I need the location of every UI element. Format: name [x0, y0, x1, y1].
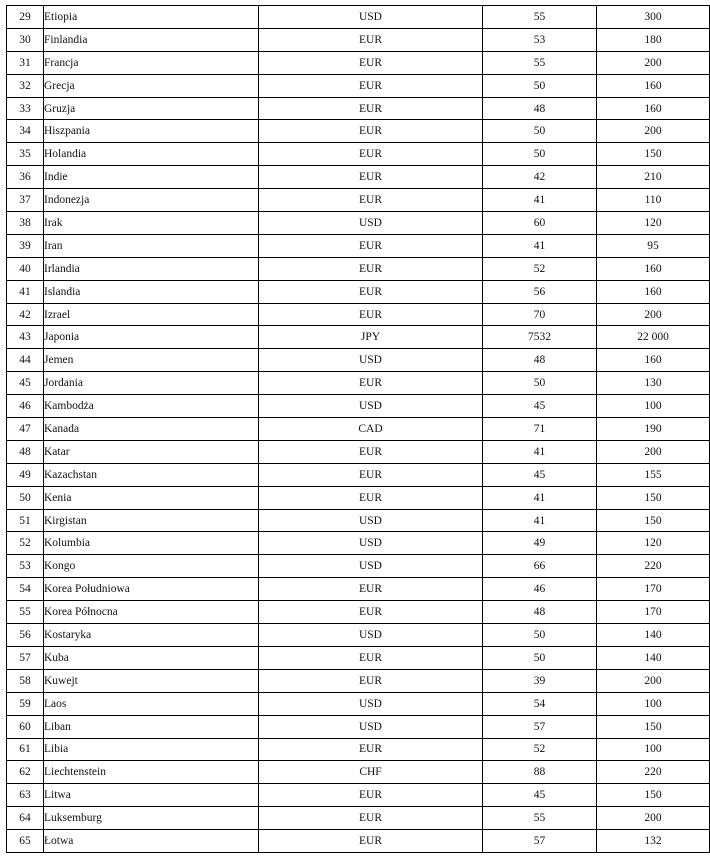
accommodation-limit-cell: 150 — [597, 143, 710, 166]
daily-allowance-cell: 41 — [483, 486, 597, 509]
table-row — [7, 326, 710, 349]
row-number-cell: 57 — [7, 646, 44, 669]
accommodation-limit-cell: 160 — [597, 280, 710, 303]
daily-allowance-cell: 50 — [483, 372, 597, 395]
row-number-cell: 44 — [7, 349, 44, 372]
table-row — [7, 463, 710, 486]
table-row — [7, 669, 710, 692]
row-number-cell: 35 — [7, 143, 44, 166]
currency-cell: USD — [259, 212, 483, 235]
currency-cell: USD — [259, 532, 483, 555]
accommodation-limit-cell: 160 — [597, 257, 710, 280]
daily-allowance-cell: 56 — [483, 280, 597, 303]
currency-cell: EUR — [259, 303, 483, 326]
daily-allowance-cell: 50 — [483, 143, 597, 166]
daily-allowance-cell: 50 — [483, 74, 597, 97]
daily-allowance-cell: 48 — [483, 97, 597, 120]
currency-cell: CHF — [259, 761, 483, 784]
accommodation-limit-cell: 120 — [597, 212, 710, 235]
country-cell: Kanada — [44, 418, 259, 441]
table-row — [7, 784, 710, 807]
accommodation-limit-cell: 100 — [597, 395, 710, 418]
table-row — [7, 578, 710, 601]
row-number-cell: 48 — [7, 440, 44, 463]
country-cell: Francja — [44, 51, 259, 74]
daily-allowance-cell: 7532 — [483, 326, 597, 349]
table-row — [7, 234, 710, 257]
currency-cell: EUR — [259, 74, 483, 97]
table-row — [7, 97, 710, 120]
daily-allowance-cell: 55 — [483, 51, 597, 74]
currency-cell: EUR — [259, 463, 483, 486]
row-number-cell: 42 — [7, 303, 44, 326]
daily-allowance-cell: 45 — [483, 463, 597, 486]
rates-table-body — [7, 6, 710, 853]
accommodation-limit-cell: 220 — [597, 555, 710, 578]
accommodation-limit-cell: 110 — [597, 189, 710, 212]
daily-allowance-cell: 66 — [483, 555, 597, 578]
accommodation-limit-cell: 160 — [597, 349, 710, 372]
row-number-cell: 49 — [7, 463, 44, 486]
accommodation-limit-cell: 180 — [597, 28, 710, 51]
table-row — [7, 532, 710, 555]
currency-cell: EUR — [259, 234, 483, 257]
accommodation-limit-cell: 150 — [597, 715, 710, 738]
accommodation-limit-cell: 160 — [597, 74, 710, 97]
accommodation-limit-cell: 200 — [597, 669, 710, 692]
daily-allowance-cell: 48 — [483, 349, 597, 372]
row-number-cell: 46 — [7, 395, 44, 418]
country-cell: Katar — [44, 440, 259, 463]
row-number-cell: 41 — [7, 280, 44, 303]
daily-allowance-cell: 41 — [483, 509, 597, 532]
daily-allowance-cell: 53 — [483, 28, 597, 51]
table-row — [7, 51, 710, 74]
table-row — [7, 166, 710, 189]
currency-cell: CAD — [259, 418, 483, 441]
daily-allowance-cell: 41 — [483, 440, 597, 463]
country-cell: Hiszpania — [44, 120, 259, 143]
country-cell: Korea Południowa — [44, 578, 259, 601]
table-row — [7, 303, 710, 326]
accommodation-limit-cell: 200 — [597, 303, 710, 326]
daily-allowance-cell: 88 — [483, 761, 597, 784]
country-cell: Jemen — [44, 349, 259, 372]
currency-cell: USD — [259, 692, 483, 715]
accommodation-limit-cell: 200 — [597, 440, 710, 463]
table-row — [7, 74, 710, 97]
daily-allowance-cell: 57 — [483, 715, 597, 738]
currency-cell: EUR — [259, 120, 483, 143]
daily-allowance-cell: 50 — [483, 120, 597, 143]
currency-cell: EUR — [259, 830, 483, 853]
accommodation-limit-cell: 160 — [597, 97, 710, 120]
country-cell: Kuwejt — [44, 669, 259, 692]
row-number-cell: 36 — [7, 166, 44, 189]
row-number-cell: 51 — [7, 509, 44, 532]
row-number-cell: 50 — [7, 486, 44, 509]
country-cell: Korea Północna — [44, 601, 259, 624]
accommodation-limit-cell: 200 — [597, 807, 710, 830]
country-cell: Finlandia — [44, 28, 259, 51]
table-row — [7, 372, 710, 395]
country-cell: Islandia — [44, 280, 259, 303]
table-row — [7, 280, 710, 303]
table-row — [7, 761, 710, 784]
accommodation-limit-cell: 220 — [597, 761, 710, 784]
row-number-cell: 52 — [7, 532, 44, 555]
table-row — [7, 807, 710, 830]
accommodation-limit-cell: 100 — [597, 692, 710, 715]
daily-allowance-cell: 41 — [483, 234, 597, 257]
row-number-cell: 65 — [7, 830, 44, 853]
table-row — [7, 120, 710, 143]
row-number-cell: 31 — [7, 51, 44, 74]
currency-cell: EUR — [259, 51, 483, 74]
table-row — [7, 212, 710, 235]
row-number-cell: 32 — [7, 74, 44, 97]
table-row — [7, 555, 710, 578]
currency-cell: EUR — [259, 257, 483, 280]
country-cell: Gruzja — [44, 97, 259, 120]
daily-allowance-cell: 55 — [483, 6, 597, 29]
currency-cell: EUR — [259, 372, 483, 395]
row-number-cell: 47 — [7, 418, 44, 441]
accommodation-limit-cell: 150 — [597, 509, 710, 532]
country-cell: Kongo — [44, 555, 259, 578]
table-row — [7, 395, 710, 418]
currency-cell: EUR — [259, 189, 483, 212]
currency-cell: USD — [259, 349, 483, 372]
table-row — [7, 440, 710, 463]
table-row — [7, 830, 710, 853]
country-cell: Kenia — [44, 486, 259, 509]
country-cell: Etiopia — [44, 6, 259, 29]
currency-cell: USD — [259, 555, 483, 578]
table-row — [7, 486, 710, 509]
row-number-cell: 60 — [7, 715, 44, 738]
table-row — [7, 601, 710, 624]
accommodation-limit-cell: 132 — [597, 830, 710, 853]
accommodation-limit-cell: 155 — [597, 463, 710, 486]
row-number-cell: 34 — [7, 120, 44, 143]
daily-allowance-cell: 49 — [483, 532, 597, 555]
country-cell: Iran — [44, 234, 259, 257]
row-number-cell: 33 — [7, 97, 44, 120]
country-cell: Kostaryka — [44, 624, 259, 647]
country-cell: Irlandia — [44, 257, 259, 280]
country-cell: Holandia — [44, 143, 259, 166]
row-number-cell: 39 — [7, 234, 44, 257]
table-row — [7, 257, 710, 280]
daily-allowance-cell: 48 — [483, 601, 597, 624]
daily-allowance-cell: 46 — [483, 578, 597, 601]
daily-allowance-cell: 71 — [483, 418, 597, 441]
table-row — [7, 715, 710, 738]
currency-cell: EUR — [259, 807, 483, 830]
country-cell: Grecja — [44, 74, 259, 97]
country-cell: Izrael — [44, 303, 259, 326]
daily-allowance-cell: 70 — [483, 303, 597, 326]
row-number-cell: 43 — [7, 326, 44, 349]
currency-cell: JPY — [259, 326, 483, 349]
row-number-cell: 61 — [7, 738, 44, 761]
row-number-cell: 37 — [7, 189, 44, 212]
row-number-cell: 29 — [7, 6, 44, 29]
table-row — [7, 692, 710, 715]
accommodation-limit-cell: 130 — [597, 372, 710, 395]
country-cell: Kambodża — [44, 395, 259, 418]
row-number-cell: 59 — [7, 692, 44, 715]
currency-cell: USD — [259, 715, 483, 738]
country-cell: Kazachstan — [44, 463, 259, 486]
accommodation-limit-cell: 120 — [597, 532, 710, 555]
row-number-cell: 56 — [7, 624, 44, 647]
country-cell: Liban — [44, 715, 259, 738]
country-cell: Japonia — [44, 326, 259, 349]
accommodation-limit-cell: 300 — [597, 6, 710, 29]
daily-allowance-cell: 55 — [483, 807, 597, 830]
accommodation-limit-cell: 170 — [597, 601, 710, 624]
currency-cell: EUR — [259, 97, 483, 120]
row-number-cell: 54 — [7, 578, 44, 601]
daily-allowance-cell: 41 — [483, 189, 597, 212]
accommodation-limit-cell: 150 — [597, 784, 710, 807]
country-cell: Luksemburg — [44, 807, 259, 830]
currency-cell: EUR — [259, 738, 483, 761]
country-cell: Indonezja — [44, 189, 259, 212]
row-number-cell: 53 — [7, 555, 44, 578]
daily-allowance-cell: 45 — [483, 395, 597, 418]
accommodation-limit-cell: 22 000 — [597, 326, 710, 349]
table-row — [7, 6, 710, 29]
currency-cell: EUR — [259, 280, 483, 303]
country-cell: Irak — [44, 212, 259, 235]
accommodation-limit-cell: 140 — [597, 646, 710, 669]
row-number-cell: 55 — [7, 601, 44, 624]
currency-cell: EUR — [259, 486, 483, 509]
daily-allowance-cell: 54 — [483, 692, 597, 715]
country-cell: Laos — [44, 692, 259, 715]
row-number-cell: 40 — [7, 257, 44, 280]
currency-cell: EUR — [259, 166, 483, 189]
currency-cell: EUR — [259, 440, 483, 463]
country-cell: Kirgistan — [44, 509, 259, 532]
daily-allowance-cell: 42 — [483, 166, 597, 189]
table-row — [7, 189, 710, 212]
daily-allowance-cell: 52 — [483, 257, 597, 280]
currency-cell: USD — [259, 395, 483, 418]
country-cell: Jordania — [44, 372, 259, 395]
table-row — [7, 349, 710, 372]
currency-cell: EUR — [259, 28, 483, 51]
accommodation-limit-cell: 190 — [597, 418, 710, 441]
row-number-cell: 45 — [7, 372, 44, 395]
table-row — [7, 509, 710, 532]
country-cell: Libia — [44, 738, 259, 761]
table-row — [7, 28, 710, 51]
daily-allowance-cell: 50 — [483, 646, 597, 669]
daily-allowance-cell: 60 — [483, 212, 597, 235]
currency-cell: EUR — [259, 601, 483, 624]
daily-allowance-cell: 52 — [483, 738, 597, 761]
accommodation-limit-cell: 170 — [597, 578, 710, 601]
row-number-cell: 30 — [7, 28, 44, 51]
country-cell: Litwa — [44, 784, 259, 807]
country-cell: Indie — [44, 166, 259, 189]
country-cell: Łotwa — [44, 830, 259, 853]
currency-cell: EUR — [259, 784, 483, 807]
daily-allowance-cell: 45 — [483, 784, 597, 807]
table-row — [7, 738, 710, 761]
currency-cell: USD — [259, 6, 483, 29]
accommodation-limit-cell: 150 — [597, 486, 710, 509]
accommodation-limit-cell: 95 — [597, 234, 710, 257]
row-number-cell: 63 — [7, 784, 44, 807]
currency-cell: EUR — [259, 578, 483, 601]
daily-allowance-cell: 39 — [483, 669, 597, 692]
currency-cell: USD — [259, 509, 483, 532]
accommodation-limit-cell: 210 — [597, 166, 710, 189]
row-number-cell: 38 — [7, 212, 44, 235]
currency-cell: EUR — [259, 646, 483, 669]
country-cell: Kuba — [44, 646, 259, 669]
accommodation-limit-cell: 140 — [597, 624, 710, 647]
currency-cell: EUR — [259, 669, 483, 692]
accommodation-limit-cell: 100 — [597, 738, 710, 761]
currency-cell: EUR — [259, 143, 483, 166]
daily-allowance-cell: 50 — [483, 624, 597, 647]
row-number-cell: 64 — [7, 807, 44, 830]
currency-cell: USD — [259, 624, 483, 647]
row-number-cell: 58 — [7, 669, 44, 692]
country-cell: Liechtenstein — [44, 761, 259, 784]
daily-allowance-cell: 57 — [483, 830, 597, 853]
row-number-cell: 62 — [7, 761, 44, 784]
table-row — [7, 143, 710, 166]
table-row — [7, 418, 710, 441]
table-row — [7, 646, 710, 669]
accommodation-limit-cell: 200 — [597, 51, 710, 74]
accommodation-limit-cell: 200 — [597, 120, 710, 143]
country-cell: Kolumbia — [44, 532, 259, 555]
table-row — [7, 624, 710, 647]
rates-table — [6, 5, 710, 853]
